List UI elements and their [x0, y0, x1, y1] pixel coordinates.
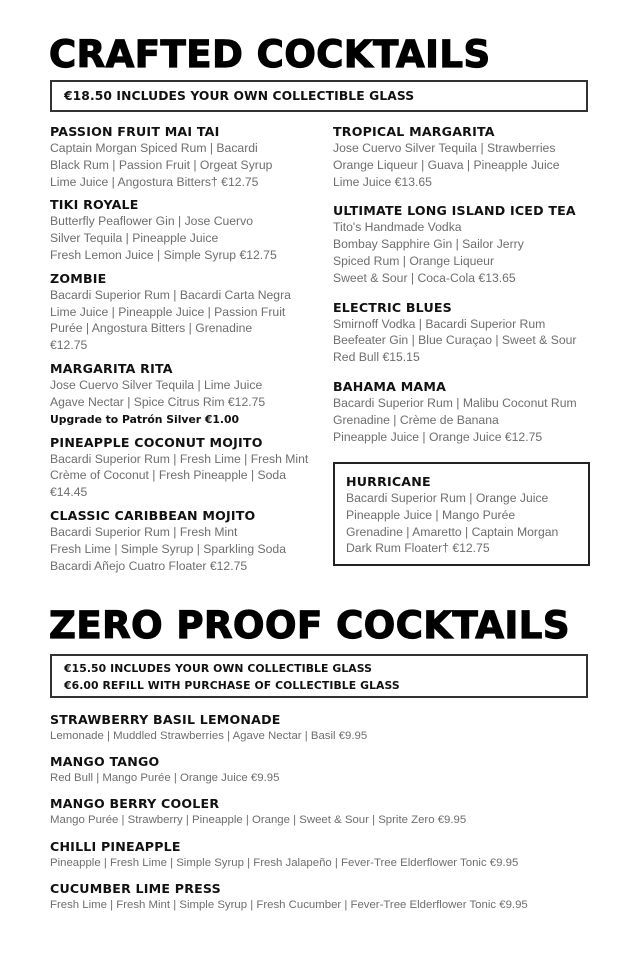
item-name: PASSION FRUIT MAI TAI: [50, 124, 220, 139]
item-name: MARGARITA RITA: [50, 360, 173, 376]
item-description: Jose Cuervo Silver Tequila | Strawberries Orange Liqueur | Guava | Pineapple Juice Lime Juice €13.65: [333, 141, 560, 189]
item-description: Pineapple | Fresh Lime | Simple Syrup | Fresh Jalapeño | Fever-Tree Elderflower Tonic €9.95: [50, 856, 519, 869]
menu-item-ultimate-long-island-iced-tea: [333, 202, 595, 286]
zero-proof-list: [50, 711, 610, 922]
item-name: ULTIMATE LONG ISLAND ICED TEA: [333, 203, 576, 219]
menu-item-cucumber-lime-press: [50, 880, 610, 914]
zero-proof-price-note: €15.50 INCLUDES YOUR OWN COLLECTIBLE GLASS: [64, 662, 373, 675]
item-name: CUCUMBER LIME PRESS: [50, 880, 221, 896]
menu-item-hurricane: [346, 473, 588, 557]
item-description: Mango Purée | Strawberry | Pineapple | Orange | Sweet & Sour | Sprite Zero €9.95: [50, 814, 467, 827]
menu-item-tiki-royale: [50, 196, 325, 263]
menu-item-mango-berry-cooler: [50, 795, 610, 829]
item-name: ZOMBIE: [50, 270, 107, 286]
menu-item-chilli-pineapple: [50, 838, 610, 872]
item-description: Bacardi Superior Rum | Fresh Lime | Fresh Mint Crème of Coconut | Fresh Pineapple | Soda €14.45: [50, 451, 309, 500]
crafted-left-column: [50, 123, 325, 574]
item-name: PINEAPPLE COCONUT MOJITO: [50, 434, 263, 450]
crafted-price-note: €18.50 INCLUDES YOUR OWN COLLECTIBLE GLASS: [64, 89, 415, 103]
item-description: Bacardi Superior Rum | Orange Juice Pineapple Juice | Mango Purée Grenadine | Amaretto | Captain Morgan Dark Rum Floater† €12.75: [346, 491, 559, 556]
menu-item-mango-tango: [50, 753, 610, 787]
item-name: TIKI ROYALE: [50, 197, 139, 213]
menu-item-margarita-rita: [50, 360, 325, 428]
menu-item-strawberry-basil-lemonade: [50, 711, 610, 745]
item-description: Jose Cuervo Silver Tequila | Lime Juice Agave Nectar | Spice Citrus Rim €12.75: [50, 377, 266, 409]
item-name: TROPICAL MARGARITA: [333, 124, 495, 139]
item-description: Bacardi Superior Rum | Malibu Coconut Rum Grenadine | Crème de Banana Pineapple Juice | Orange Juice €12.75: [333, 395, 577, 444]
zero-proof-refill-note: €6.00 REFILL WITH PURCHASE OF COLLECTIBLE GLASS: [64, 679, 400, 692]
menu-item-electric-blues: [333, 299, 595, 366]
item-description: Lemonade | Muddled Strawberries | Agave Nectar | Basil €9.95: [50, 730, 368, 742]
item-description: Butterfly Peaflower Gin | Jose Cuervo Silver Tequila | Pineapple Juice Fresh Lemon Juice | Simple Syrup €12.75: [50, 214, 277, 262]
crafted-price-box: [50, 80, 588, 112]
featured-item-box: [333, 462, 590, 566]
menu-item-bahama-mama: [333, 378, 595, 445]
menu-item-pineapple-coconut-mojito: [50, 434, 325, 501]
item-name: BAHAMA MAMA: [333, 378, 447, 394]
zero-proof-price-box: [50, 654, 588, 698]
item-name: HURRICANE: [346, 474, 431, 489]
item-description: Tito's Handmade Vodka Bombay Sapphire Gin | Sailor Jerry Spiced Rum | Orange Liqueur Sweet & Sour | Coca-Cola €13.65: [333, 220, 524, 285]
menu-item-tropical-margarita: [333, 123, 595, 190]
item-description: Bacardi Superior Rum | Fresh Mint Fresh Lime | Simple Syrup | Sparkling Soda Bacardi Añejo Cuatro Floater €12.75: [50, 524, 286, 573]
item-description: Fresh Lime | Fresh Mint | Simple Syrup | Fresh Cucumber | Fever-Tree Elderflower Tonic €9.95: [50, 898, 528, 911]
item-description: Captain Morgan Spiced Rum | Bacardi Black Rum | Passion Fruit | Orgeat Syrup Lime Juice | Angostura Bitters† €12.75: [50, 141, 273, 189]
crafted-cocktails-title: CRAFTED COCKTAILS: [49, 33, 491, 76]
item-name: MANGO BERRY COOLER: [50, 796, 220, 812]
menu-item-classic-caribbean-mojito: [50, 507, 325, 574]
item-description: Red Bull | Mango Purée | Orange Juice €9.95: [50, 772, 280, 785]
item-description: Smirnoff Vodka | Bacardi Superior Rum Beefeater Gin | Blue Curaçao | Sweet & Sour Red Bull €15.15: [333, 316, 577, 365]
item-name: CLASSIC CARIBBEAN MOJITO: [50, 507, 256, 523]
item-name: CHILLI PINEAPPLE: [50, 838, 181, 854]
upgrade-note: Upgrade to Patrón Silver €1.00: [50, 412, 240, 426]
menu-item-zombie: [50, 270, 325, 354]
item-description: Bacardi Superior Rum | Bacardi Carta Negra Lime Juice | Pineapple Juice | Passion Fruit Purée | Angostura Bitters | Grenadine €12.75: [50, 287, 291, 353]
crafted-right-column: [333, 123, 595, 445]
item-name: ELECTRIC BLUES: [333, 299, 452, 315]
item-name: STRAWBERRY BASIL LEMONADE: [50, 712, 281, 727]
zero-proof-title: ZERO PROOF COCKTAILS: [49, 604, 571, 647]
item-name: MANGO TANGO: [50, 754, 160, 770]
menu-item-passion-fruit-mai-tai: [50, 123, 325, 190]
